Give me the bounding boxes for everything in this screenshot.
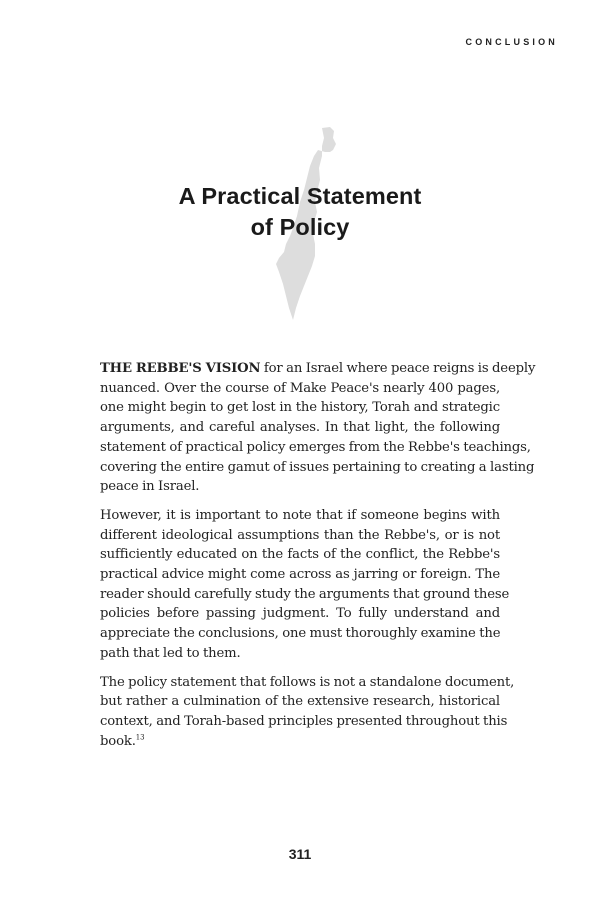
text-line: policies before passing judgment. To fully understand and: [100, 606, 500, 622]
text-line: nuanced. Over the course of Make Peace's nearly 400 pages,: [100, 380, 500, 396]
text-line: However, it is important to note that if someone begins with: [100, 507, 500, 523]
text-line: The policy statement that follows is not a standalone document,: [100, 674, 515, 690]
text-fragment: book.: [100, 733, 136, 749]
text-line: context, and Torah-based principles presented throughout this: [100, 713, 508, 729]
text-line: statement of practical policy emerges from the Rebbe's teachings,: [100, 439, 531, 455]
text-line: [100, 359, 536, 379]
text-line: path that led to them.: [100, 645, 241, 661]
body-text: [100, 359, 536, 760]
text-line: [100, 732, 500, 752]
title-line-1: A Practical Statement: [178, 183, 422, 209]
running-head: CONCLUSION: [465, 37, 558, 47]
text-line: practical advice might come across as jarring or foreign. The: [100, 567, 500, 583]
footnote-marker[interactable]: 13: [135, 733, 145, 742]
paragraph-3: [100, 673, 515, 752]
text-line: arguments, and careful analyses. In that light, the following: [100, 420, 500, 436]
paragraph-1: [100, 359, 536, 497]
text-line: sufficiently educated on the facts of the conflict, the Rebbe's: [100, 547, 500, 563]
text-line: one might begin to get lost in the history, Torah and strategic: [100, 400, 500, 416]
text-line: reader should carefully study the arguments that ground these: [100, 586, 510, 602]
text-line: different ideological assumptions than the Rebbe's, or is not: [100, 527, 500, 543]
title-line-2: of Policy: [250, 214, 350, 240]
text-fragment: for an Israel where peace reigns is deeply: [260, 361, 536, 376]
paragraph-2: [100, 506, 510, 664]
lead-in: THE REBBE'S VISION: [100, 361, 261, 376]
text-line: peace in Israel.: [100, 479, 200, 495]
page-number: 311: [288, 846, 312, 862]
text-line: appreciate the conclusions, one must thoroughly examine the: [100, 626, 501, 642]
chapter-title: [0, 181, 600, 243]
text-line: covering the entire gamut of issues pertaining to creating a lasting: [100, 459, 535, 475]
text-line: but rather a culmination of the extensive research, historical: [100, 694, 500, 710]
